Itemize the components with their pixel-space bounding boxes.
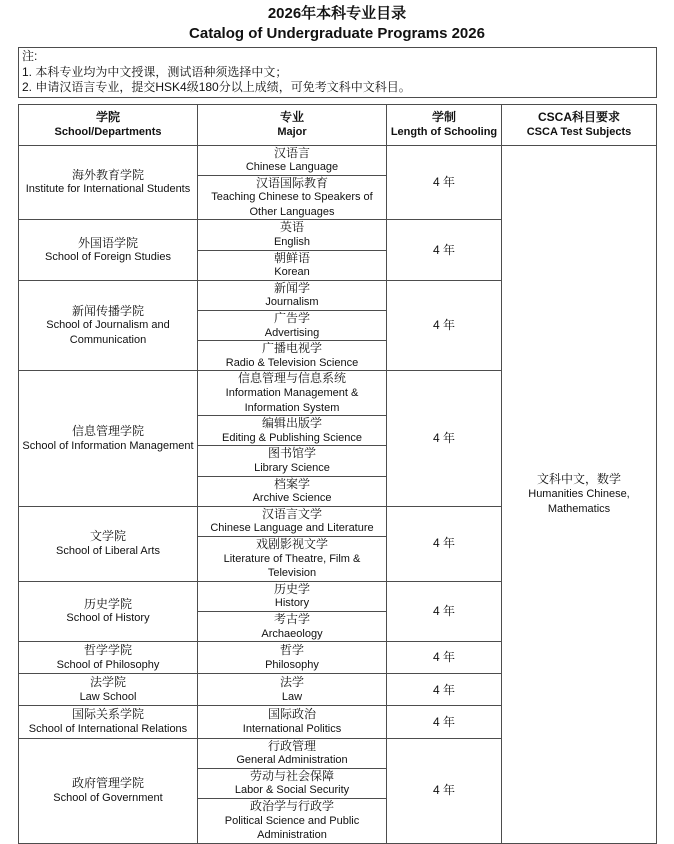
- table-body: [19, 146, 656, 843]
- major-name-en: Library Science: [254, 461, 330, 474]
- school-cell: [19, 739, 198, 843]
- table-row-information-management: [19, 370, 502, 505]
- school-cell: [19, 281, 198, 371]
- major-item: [198, 220, 386, 249]
- major-item: [198, 340, 386, 370]
- table-row-liberal-arts: [19, 506, 502, 581]
- school-name-en: School of Foreign Studies: [45, 251, 171, 264]
- header-length: [387, 105, 502, 145]
- major-name-en: Editing & Publishing Science: [221, 431, 363, 444]
- length-cell: 4 年: [387, 674, 502, 705]
- table-header-row: [19, 105, 656, 146]
- header-major-en: Major: [277, 125, 307, 138]
- school-name-zh: 文学院: [89, 529, 126, 544]
- csca-requirement-cell: [502, 146, 656, 843]
- major-name-zh: 哲学: [279, 643, 304, 658]
- major-item: [198, 281, 386, 310]
- major-name-en: Advertising: [264, 326, 320, 339]
- major-name-en: Korean: [274, 266, 310, 279]
- major-name-zh: 戏剧影视文学: [255, 536, 328, 551]
- school-rows: [19, 146, 502, 843]
- major-item: [198, 415, 386, 445]
- school-name-en: School of History: [66, 612, 150, 625]
- school-name-en: School of Government: [53, 791, 163, 804]
- major-name-zh: 政治学与行政学: [249, 799, 334, 814]
- length-cell: 4 年: [387, 220, 502, 279]
- major-name-en: Radio & Television Science: [225, 356, 359, 369]
- major-item: [198, 146, 386, 175]
- major-name-en: Literature of Theatre, Film & Television: [223, 552, 361, 580]
- major-name-en: Journalism: [265, 296, 319, 309]
- length-cell: 4 年: [387, 146, 502, 220]
- majors-cell: [198, 220, 387, 279]
- major-name-zh: 广告学: [273, 311, 310, 326]
- length-cell: 4 年: [387, 642, 502, 673]
- length-cell: 4 年: [387, 371, 502, 505]
- majors-cell: [198, 281, 387, 371]
- length-cell: 4 年: [387, 507, 502, 581]
- page-title-en: Catalog of Undergraduate Programs 2026: [189, 25, 485, 42]
- school-name-zh: 国际关系学院: [71, 707, 144, 722]
- school-cell: [19, 371, 198, 505]
- major-name-en: History: [274, 597, 310, 610]
- table-row-government: [19, 738, 502, 843]
- header-csca: [502, 105, 656, 145]
- major-item: [198, 371, 386, 415]
- length-cell: 4 年: [387, 582, 502, 641]
- school-name-en: School of Liberal Arts: [56, 544, 160, 557]
- school-name-en: School of Information Management: [22, 439, 194, 452]
- length-cell: 4 年: [387, 706, 502, 737]
- major-name-zh: 编辑出版学: [261, 416, 322, 431]
- major-name-zh: 广播电视学: [261, 341, 322, 356]
- school-name-en: School of Journalism and Communication: [46, 319, 170, 346]
- major-name-zh: 汉语言文学: [261, 506, 322, 521]
- major-name-en: Philosophy: [265, 658, 319, 671]
- major-item: [198, 642, 386, 673]
- major-name-en: Political Science and Public Administration: [224, 814, 360, 842]
- major-name-zh: 汉语国际教育: [255, 175, 328, 190]
- major-item: [198, 250, 386, 280]
- major-item: [198, 507, 386, 536]
- majors-cell: [198, 582, 387, 641]
- major-name-en: English: [273, 236, 311, 249]
- note-label: 注:: [22, 49, 38, 63]
- header-major: [198, 105, 387, 145]
- csca-requirement-en: Humanities Chinese, Mathematics: [528, 487, 630, 515]
- header-school-zh: 学院: [95, 109, 120, 124]
- school-name-zh: 政府管理学院: [71, 776, 144, 791]
- major-item: [198, 798, 386, 843]
- school-cell: [19, 146, 198, 220]
- major-name-zh: 法学: [279, 675, 304, 690]
- major-name-en: Labor & Social Security: [234, 784, 350, 797]
- header-school-en: School/Departments: [54, 125, 162, 138]
- school-cell: [19, 706, 198, 737]
- major-name-zh: 行政管理: [267, 738, 316, 753]
- major-item: [198, 582, 386, 611]
- school-name-zh: 历史学院: [83, 596, 132, 611]
- header-csca-en: CSCA Test Subjects: [526, 125, 632, 138]
- major-item: [198, 739, 386, 768]
- majors-cell: [198, 371, 387, 505]
- length-cell: 4 年: [387, 739, 502, 843]
- major-item: [198, 175, 386, 220]
- major-name-en: International Politics: [242, 723, 342, 736]
- school-cell: [19, 220, 198, 279]
- school-name-en: Law School: [79, 690, 137, 703]
- major-item: [198, 706, 386, 737]
- csca-requirement-zh: 文科中文，数学: [536, 471, 621, 486]
- major-name-en: Chinese Language and Literature: [210, 522, 374, 535]
- school-cell: [19, 507, 198, 581]
- length-cell: 4 年: [387, 281, 502, 371]
- majors-cell: [198, 674, 387, 705]
- school-name-en: Institute for International Students: [25, 183, 191, 196]
- major-name-zh: 英语: [279, 220, 304, 235]
- school-name-en: School of International Relations: [28, 723, 188, 736]
- major-name-zh: 新闻学: [273, 280, 310, 295]
- notes-box: [18, 47, 657, 98]
- major-name-zh: 图书馆学: [267, 446, 316, 461]
- header-csca-zh: CSCA科目要求: [537, 109, 620, 124]
- note-line-2: 2. 申请汉语言专业，提交HSK4级180分以上成绩，可免考文科中文科目。: [22, 80, 411, 94]
- school-cell: [19, 582, 198, 641]
- school-name-zh: 哲学学院: [83, 643, 132, 658]
- school-cell: [19, 674, 198, 705]
- page-title-zh: 2026年本科专业目录: [267, 5, 407, 22]
- majors-cell: [198, 146, 387, 220]
- header-length-en: Length of Schooling: [390, 125, 498, 138]
- major-name-en: Teaching Chinese to Speakers of Other Languages: [211, 191, 373, 218]
- table-row-international-students: [19, 146, 502, 220]
- major-item: [198, 768, 386, 798]
- table-row-international-relations: [19, 705, 502, 737]
- table-row-foreign-studies: [19, 219, 502, 279]
- major-name-zh: 档案学: [273, 476, 310, 491]
- table-row-history: [19, 581, 502, 641]
- table-row-law: [19, 673, 502, 705]
- major-name-zh: 朝鲜语: [273, 250, 310, 265]
- school-name-zh: 海外教育学院: [71, 167, 144, 182]
- major-name-zh: 国际政治: [267, 707, 316, 722]
- school-name-zh: 信息管理学院: [71, 423, 144, 438]
- majors-cell: [198, 507, 387, 581]
- major-item: [198, 445, 386, 475]
- table-row-philosophy: [19, 641, 502, 673]
- header-major-zh: 专业: [279, 109, 304, 124]
- majors-cell: [198, 642, 387, 673]
- majors-cell: [198, 706, 387, 737]
- school-name-zh: 法学院: [89, 675, 126, 690]
- major-name-en: Archaeology: [261, 627, 323, 640]
- table-row-journalism: [19, 280, 502, 371]
- header-length-zh: 学制: [431, 109, 456, 124]
- major-name-en: Chinese Language: [245, 161, 339, 174]
- major-name-zh: 考古学: [273, 611, 310, 626]
- school-cell: [19, 642, 198, 673]
- major-item: [198, 476, 386, 506]
- note-line-1: 1. 本科专业均为中文授课，测试语种须选择中文；: [22, 64, 288, 79]
- major-name-zh: 汉语言: [273, 145, 310, 160]
- major-name-en: Archive Science: [252, 492, 332, 505]
- major-item: [198, 310, 386, 340]
- major-name-zh: 劳动与社会保障: [249, 768, 334, 783]
- major-item: [198, 536, 386, 581]
- school-name-zh: 新闻传播学院: [71, 303, 144, 318]
- programs-table: [18, 104, 657, 844]
- major-name-zh: 信息管理与信息系统: [237, 371, 346, 386]
- major-name-en: General Administration: [236, 754, 348, 767]
- major-item: [198, 674, 386, 705]
- major-name-zh: 历史学: [273, 581, 310, 596]
- school-name-en: School of Philosophy: [56, 658, 160, 671]
- majors-cell: [198, 739, 387, 843]
- major-item: [198, 611, 386, 641]
- header-school: [19, 105, 198, 145]
- school-name-zh: 外国语学院: [77, 235, 138, 250]
- major-name-en: Law: [281, 690, 303, 703]
- major-name-en: Information Management & Information System: [225, 387, 359, 414]
